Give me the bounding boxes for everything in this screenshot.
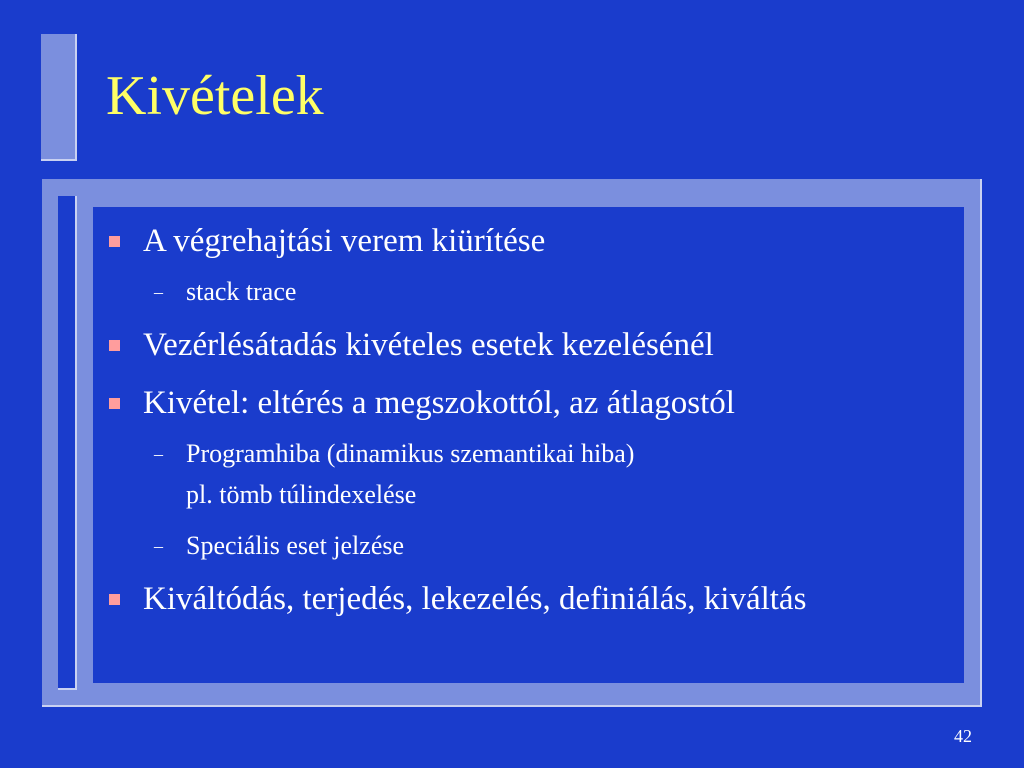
sub-item-text: Speciális eset jelzése: [186, 531, 405, 560]
dash-marker-icon: –: [154, 444, 163, 464]
square-bullet-icon: [109, 340, 120, 351]
bullet-text: A végrehajtási verem kiürítése: [143, 223, 546, 259]
bullet-text: Kivétel: eltérés a megszokottól, az átlagostól: [143, 385, 735, 421]
dash-marker-icon: –: [154, 536, 163, 556]
square-bullet-icon: [109, 236, 120, 247]
square-bullet-icon: [109, 398, 120, 409]
content-area: [93, 207, 964, 683]
sub-item-text: pl. tömb túlindexelése: [186, 480, 417, 509]
title-accent-bar: [41, 34, 77, 161]
sub-item-text: stack trace: [186, 277, 297, 306]
square-bullet-icon: [109, 594, 120, 605]
sub-item-text: Programhiba (dinamikus szemantikai hiba): [186, 439, 635, 468]
bullet-text: Kiváltódás, terjedés, lekezelés, definiálás, kiváltás: [143, 581, 807, 617]
dash-marker-icon: –: [154, 282, 163, 302]
content-side-strip: [58, 196, 77, 690]
page-number: 42: [954, 726, 972, 746]
bullet-text: Vezérlésátadás kivételes esetek kezelésénél: [143, 327, 714, 363]
slide-title: Kivételek: [106, 65, 324, 127]
